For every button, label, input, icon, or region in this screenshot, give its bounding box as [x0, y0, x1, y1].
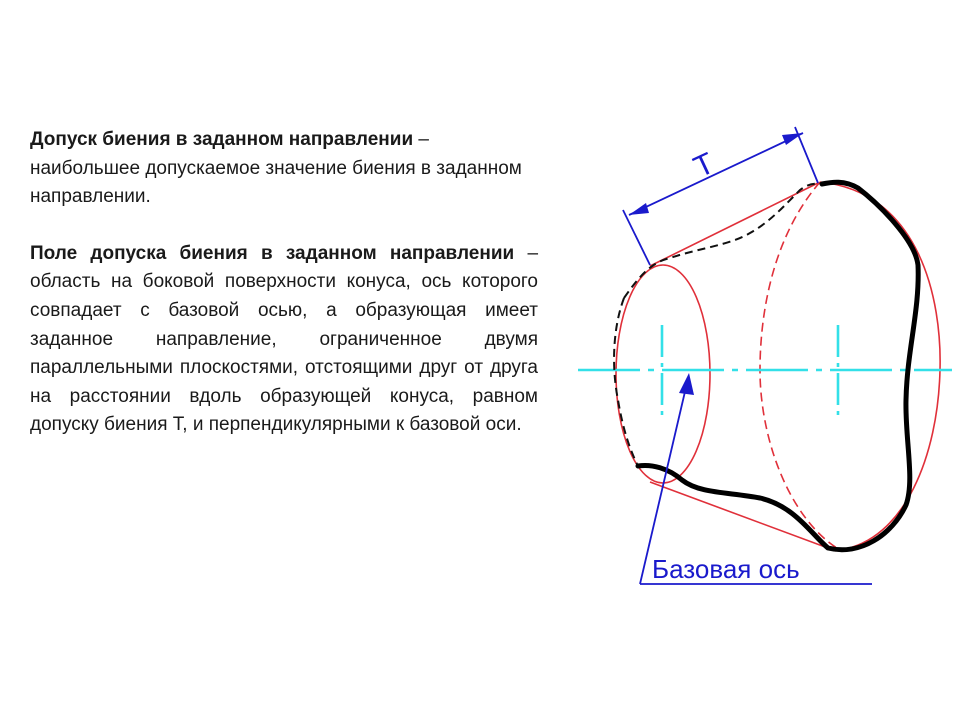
- cone-group: [616, 182, 940, 551]
- measured-profile: [638, 182, 918, 550]
- cone-large-ellipse-back: [760, 182, 840, 550]
- field-term: Поле допуска биения в заданном направлении: [30, 242, 515, 264]
- diagram-svg: [570, 110, 960, 600]
- tolerance-label: T: [688, 146, 720, 185]
- definition-text: наибольшее допускаемое значение биения в заданном направлении.: [30, 157, 522, 208]
- dimension-T-group: [623, 127, 818, 265]
- hidden-profile-top: [624, 184, 822, 298]
- field-paragraph: [30, 240, 538, 440]
- text-block: [30, 126, 538, 440]
- field-text: область на боковой поверхности конуса, ось которого совпадает с базовой осью, а образующая имеет заданное направление, ограниченное двумя параллельными плоскостями, отстоящими друг от друга на расстоянии вдоль образующей конуса, равном допуску биения Т, и перпендикулярными к базовой оси.: [30, 271, 538, 436]
- field-dash: –: [527, 242, 539, 264]
- definition-paragraph: [30, 126, 538, 212]
- definition-term: Допуск биения в заданном направлении: [30, 129, 414, 150]
- definition-dash: –: [418, 129, 429, 150]
- leader-arrow: [679, 373, 694, 395]
- dimension-arrow-left: [629, 203, 649, 215]
- extension-line-left: [623, 210, 650, 265]
- runout-diagram: [570, 110, 960, 600]
- cone-generatrix-bottom: [650, 482, 836, 551]
- cone-generatrix-top: [650, 183, 818, 266]
- base-axis-group: [578, 325, 952, 415]
- base-axis-label: Базовая ось: [652, 554, 800, 584]
